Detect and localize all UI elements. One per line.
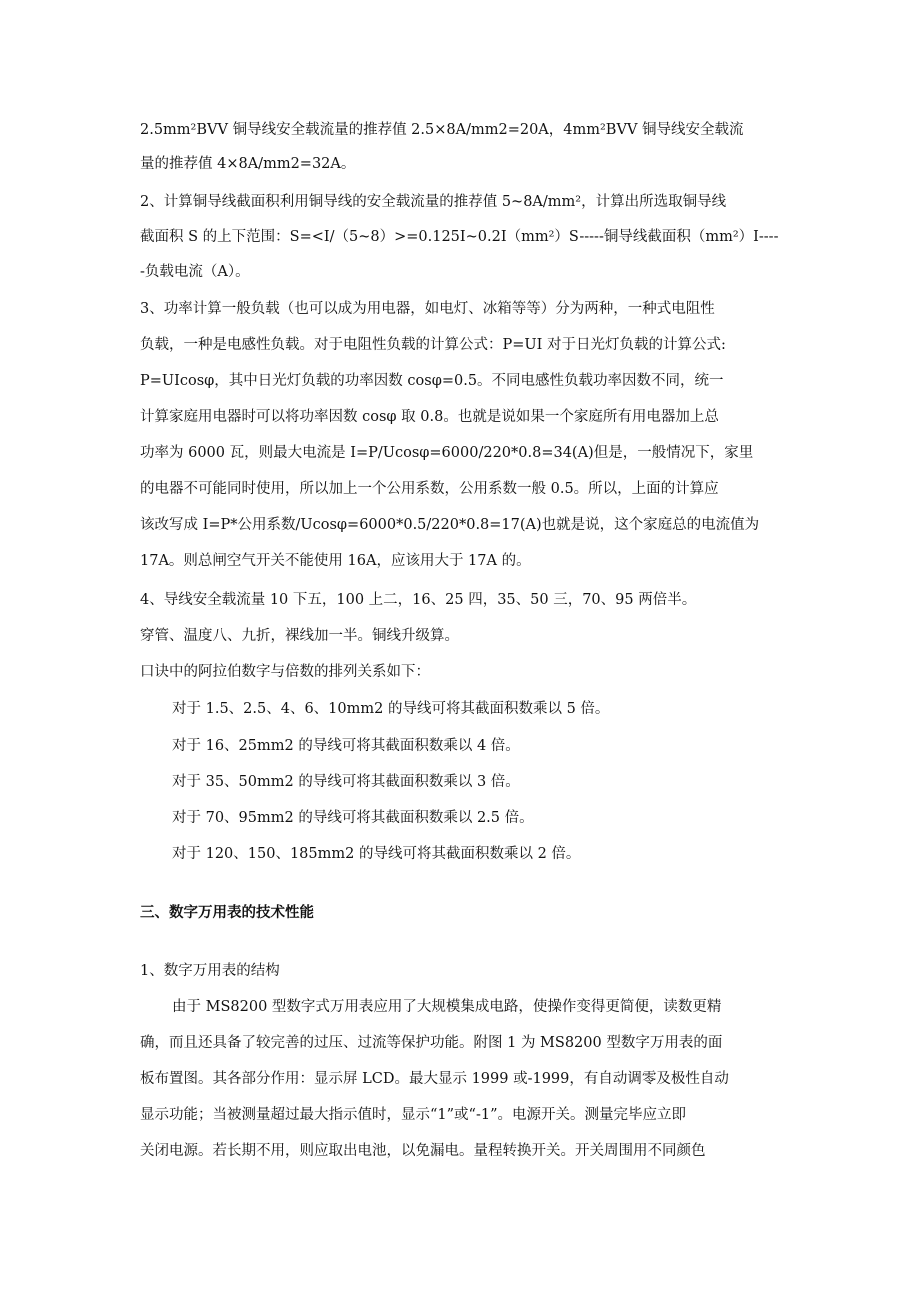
text-line: 截面积 S 的上下范围：S=<I/（5~8）>=0.125I~0.2I（mm²）S-----铜导线截面积（mm²）I---- — [140, 229, 779, 245]
text-line: 2.5mm²BVV 铜导线安全载流量的推荐值 2.5×8A/mm2=20A，4mm²BVV 铜导线安全载流 — [140, 122, 744, 138]
list-item: 对于 1.5、2.5、4、6、10mm2 的导线可将其截面积数乘以 5 倍。 — [172, 701, 610, 717]
text-line: 显示功能；当被测量超过最大指示值时，显示“1”或“-1”。电源开关。测量完毕应立即 — [140, 1107, 686, 1123]
text-line: 4、导线安全载流量 10 下五，100 上二，16、25 四，35、50 三，70、95 两倍半。 — [140, 592, 697, 608]
list-item: 对于 35、50mm2 的导线可将其截面积数乘以 3 倍。 — [172, 774, 520, 790]
text-line: 口诀中的阿拉伯数字与倍数的排列关系如下： — [140, 664, 430, 680]
text-line: 关闭电源。若长期不用，则应取出电池，以免漏电。量程转换开关。开关周围用不同颜色 — [140, 1143, 706, 1159]
text-line: 该改写成 I=P*公用系数/Ucosφ=6000*0.5/220*0.8=17(A)也就是说，这个家庭总的电流值为 — [140, 517, 760, 533]
text-line: 由于 MS8200 型数字式万用表应用了大规模集成电路，使操作变得更简便，读数更精 — [172, 999, 722, 1015]
subsection-heading: 1、数字万用表的结构 — [140, 963, 280, 979]
text-line: 的电器不可能同时使用，所以加上一个公用系数，公用系数一般 0.5。所以，上面的计算应 — [140, 481, 719, 497]
text-line: P=UIcosφ，其中日光灯负载的功率因数 cosφ=0.5。不同电感性负载功率因数不同，统一 — [140, 373, 724, 389]
text-line: 17A。则总闸空气开关不能使用 16A，应该用大于 17A 的。 — [140, 553, 531, 569]
section-heading: 三、数字万用表的技术性能 — [140, 905, 314, 921]
text-line: 穿管、温度八、九折，裸线加一半。铜线升级算。 — [140, 628, 459, 644]
text-line: 功率为 6000 瓦，则最大电流是 I=P/Ucosφ=6000/220*0.8=34(A)但是，一般情况下，家里 — [140, 445, 754, 461]
list-item: 对于 120、150、185mm2 的导线可将其截面积数乘以 2 倍。 — [172, 846, 581, 862]
text-line: 3、功率计算一般负载（也可以成为用电器，如电灯、冰箱等等）分为两种，一种式电阻性 — [140, 301, 715, 317]
text-line: -负载电流（A）。 — [140, 264, 250, 280]
text-line: 量的推荐值 4×8A/mm2=32A。 — [140, 156, 356, 172]
text-line: 计算家庭用电器时可以将功率因数 cosφ 取 0.8。也就是说如果一个家庭所有用电器加上总 — [140, 409, 719, 425]
list-item: 对于 16、25mm2 的导线可将其截面积数乘以 4 倍。 — [172, 738, 520, 754]
list-item: 对于 70、95mm2 的导线可将其截面积数乘以 2.5 倍。 — [172, 810, 534, 826]
text-line: 负载，一种是电感性负载。对于电阻性负载的计算公式：P=UI 对于日光灯负载的计算公式: — [140, 337, 726, 353]
text-line: 确，而且还具备了较完善的过压、过流等保护功能。附图 1 为 MS8200 型数字万用表的面 — [140, 1035, 723, 1051]
text-line: 板布置图。其各部分作用：显示屏 LCD。最大显示 1999 或-1999，有自动调零及极性自动 — [140, 1071, 729, 1087]
text-line: 2、计算铜导线截面积利用铜导线的安全载流量的推荐值 5~8A/mm²，计算出所选取铜导线 — [140, 194, 727, 210]
